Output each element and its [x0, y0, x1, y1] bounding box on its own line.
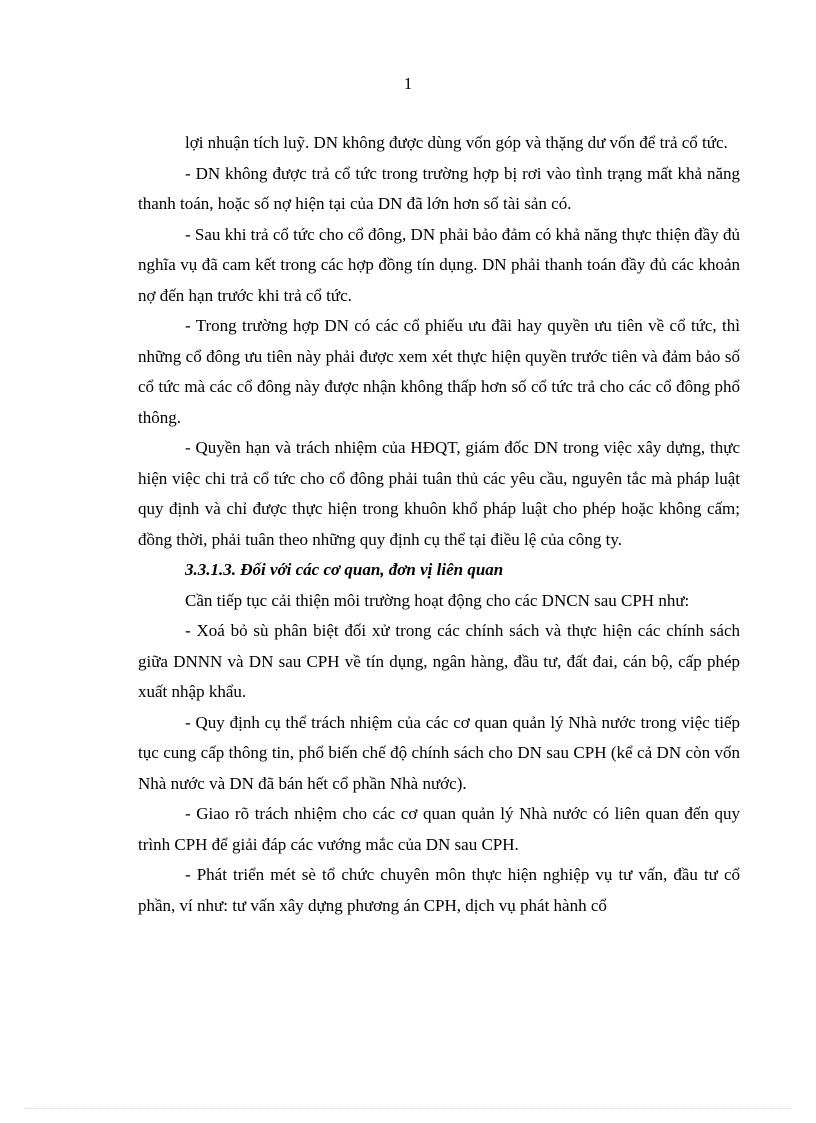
document-body — [138, 128, 740, 921]
paragraph-cph-process: - Giao rõ trách nhiệm cho các cơ quan quản lý Nhà nước có liên quan đến quy trình CPH để giải đáp các vướng mắc của DN sau CPH. — [138, 804, 740, 854]
page-number: 1 — [403, 74, 413, 93]
footer-divider — [24, 1108, 792, 1109]
paragraph-credit-obligations: - Sau khi trả cổ tức cho cổ đông, DN phải bảo đảm có khả năng thực thiện đầy đủ nghĩa vụ đã cam kết trong các hợp đồng tín dụng. DN phải thanh toán đầy đủ các khoản nợ đến hạn trước khi trả cổ tức. — [138, 224, 740, 305]
paragraph-preferred-shares: - Trong trường hợp DN có các cổ phiếu ưu đãi hay quyền ưu tiên về cổ tức, thì những cổ đông ưu tiên này phải được xem xét thực hiện quyền trước tiên và đảm bảo số cổ tức mà các cổ đông này được nhận không thấp hơn số cổ tức trả cho các cổ đông phổ thông. — [138, 316, 740, 427]
paragraph-board-responsibility: - Quyền hạn và trách nhiệm của HĐQT, giám đốc DN trong việc xây dựng, thực hiện việc chi trả cổ tức cho cổ đông phải tuân thủ các yêu cầu, nguyên tắc mà pháp luật quy định và chỉ được thực hiện trong khuôn khổ pháp luật cho phép hoặc không cấm; đồng thời, phải tuân theo những quy định cụ thể tại điều lệ của công ty. — [138, 438, 740, 549]
paragraph-state-agencies: - Quy định cụ thể trách nhiệm của các cơ quan quản lý Nhà nước trong việc tiếp tục cung cấp thông tin, phổ biến chế độ chính sách cho DN sau CPH (kể cả DN còn vốn Nhà nước và DN đã bán hết cổ phần Nhà nước). — [138, 712, 740, 793]
paragraph-consulting: - Phát triển mét sè tổ chức chuyên môn thực hiện nghiệp vụ tư vấn, đầu tư cổ phần, ví như: tư vấn xây dựng phương án CPH, dịch vụ phát hành cổ — [138, 865, 740, 915]
section-heading: 3.3.1.3. Đối với các cơ quan, đơn vị liên quan — [185, 560, 504, 579]
paragraph-insolvency: - DN không được trả cổ tức trong trường hợp bị rơi vào tình trạng mất khả năng thanh toán, hoặc số nợ hiện tại của DN đã lớn hơn số tài sản có. — [138, 163, 740, 213]
paragraph-non-discrimination: - Xoá bỏ sù phân biệt đối xử trong các chính sách và thực hiện các chính sách giữa DNNN và DN sau CPH về tín dụng, ngân hàng, đầu tư, đất đai, cán bộ, cấp phép xuất nhập khẩu. — [138, 621, 740, 701]
paragraph-dividend-source: lợi nhuận tích luỹ. DN không được dùng vốn góp và thặng dư vốn để trả cổ tức. — [185, 133, 728, 152]
paragraph-intro: Cần tiếp tục cải thiện môi trường hoạt động cho các DNCN sau CPH như: — [185, 590, 690, 610]
